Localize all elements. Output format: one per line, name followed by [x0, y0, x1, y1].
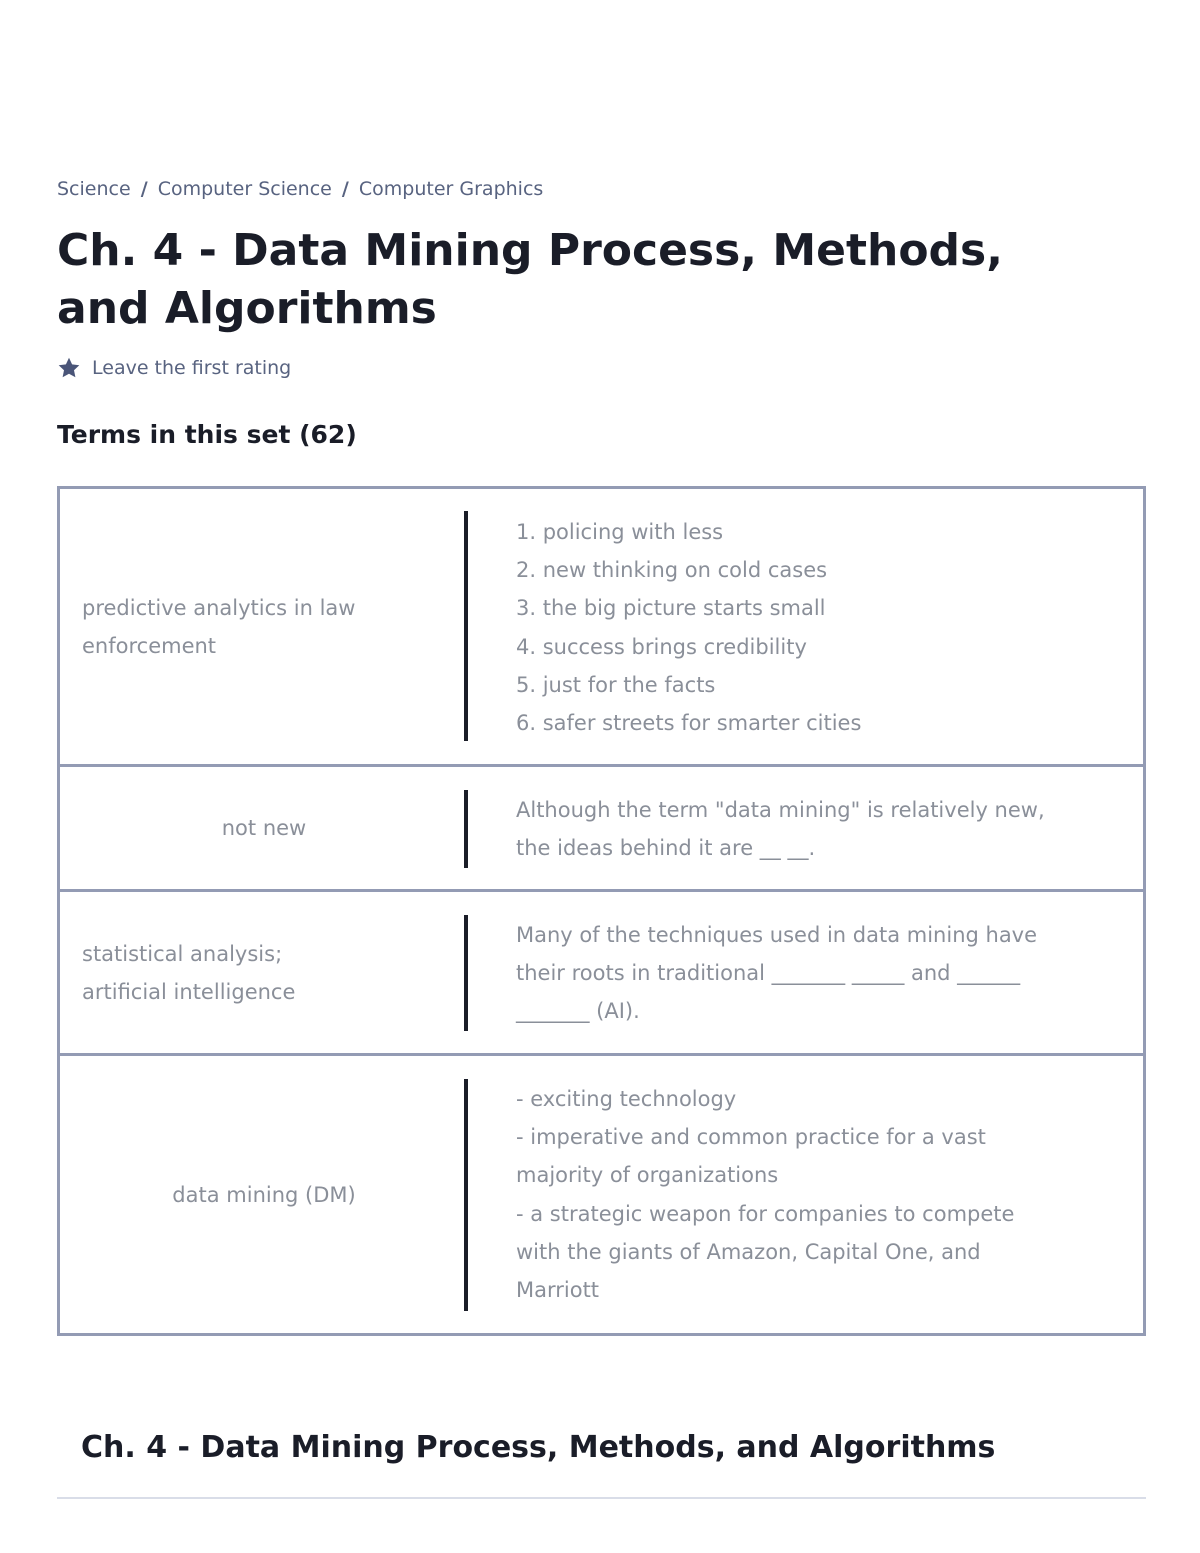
breadcrumb-item-computer-graphics[interactable]: Computer Graphics: [358, 178, 544, 200]
term-label: predictive analytics in law enforcement: [82, 595, 356, 658]
definition-line: Marriott: [516, 1278, 600, 1303]
definition-line: _______ (AI).: [516, 999, 640, 1024]
term-text: [60, 767, 468, 889]
rating-button[interactable]: [57, 356, 291, 380]
footer-divider: [57, 1497, 1146, 1499]
term-label: statistical analysis; artificial intelligence: [82, 941, 296, 1004]
star-icon: [57, 356, 81, 380]
term-text: [60, 1056, 468, 1333]
breadcrumb-separator: /: [140, 178, 148, 200]
definition-line: 3. the big picture starts small: [516, 596, 826, 621]
definition-text: [516, 791, 1076, 867]
breadcrumb-item-computer-science[interactable]: Computer Science: [157, 178, 332, 200]
rating-label: Leave the first rating: [92, 357, 292, 379]
terms-table: [57, 486, 1146, 1336]
page-title: Ch. 4 - Data Mining Process, Methods, and Algorithms: [57, 225, 1003, 334]
definition-text: [516, 1080, 1076, 1309]
definition-line: majority of organizations: [516, 1163, 779, 1188]
definition-line: - a strategic weapon for companies to compete: [516, 1201, 1015, 1226]
definition-line: Many of the techniques used in data mining have: [516, 923, 1038, 947]
definition-line: - exciting technology: [516, 1087, 737, 1111]
term-card: [57, 1053, 1146, 1336]
card-divider: [464, 1079, 468, 1311]
definition-line: 2. new thinking on cold cases: [516, 558, 828, 583]
breadcrumb: [57, 178, 543, 200]
definition-line: 1. policing with less: [516, 520, 724, 544]
definition-line: - imperative and common practice for a vast: [516, 1125, 986, 1150]
card-divider: [464, 511, 468, 741]
definition-line: with the giants of Amazon, Capital One, and: [516, 1239, 981, 1264]
definition-line: 5. just for the facts: [516, 672, 716, 697]
definition-text: [516, 916, 1076, 1031]
definition-line: their roots in traditional _______ _____ and ______: [516, 961, 1021, 986]
footer-set-title: Ch. 4 - Data Mining Process, Methods, and Algorithms: [81, 1430, 996, 1465]
definition-line: 6. safer streets for smarter cities: [516, 711, 862, 736]
term-card: [57, 764, 1146, 892]
terms-heading: Terms in this set (62): [57, 420, 357, 449]
card-divider: [464, 915, 468, 1031]
term-label: not new: [221, 816, 307, 840]
term-card: [57, 889, 1146, 1056]
card-divider: [464, 790, 468, 868]
definition-line: 4. success brings credibility: [516, 634, 807, 659]
term-text: [60, 892, 390, 1053]
definition-line: Although the term "data mining" is relatively new,: [516, 798, 1045, 822]
term-label: data mining (DM): [172, 1182, 356, 1207]
breadcrumb-item-science[interactable]: Science: [57, 178, 131, 200]
definition-line: the ideas behind it are __ __.: [516, 836, 816, 861]
term-text: [60, 489, 390, 764]
term-card: [57, 486, 1146, 767]
definition-text: [516, 513, 1076, 742]
breadcrumb-separator: /: [341, 178, 349, 200]
